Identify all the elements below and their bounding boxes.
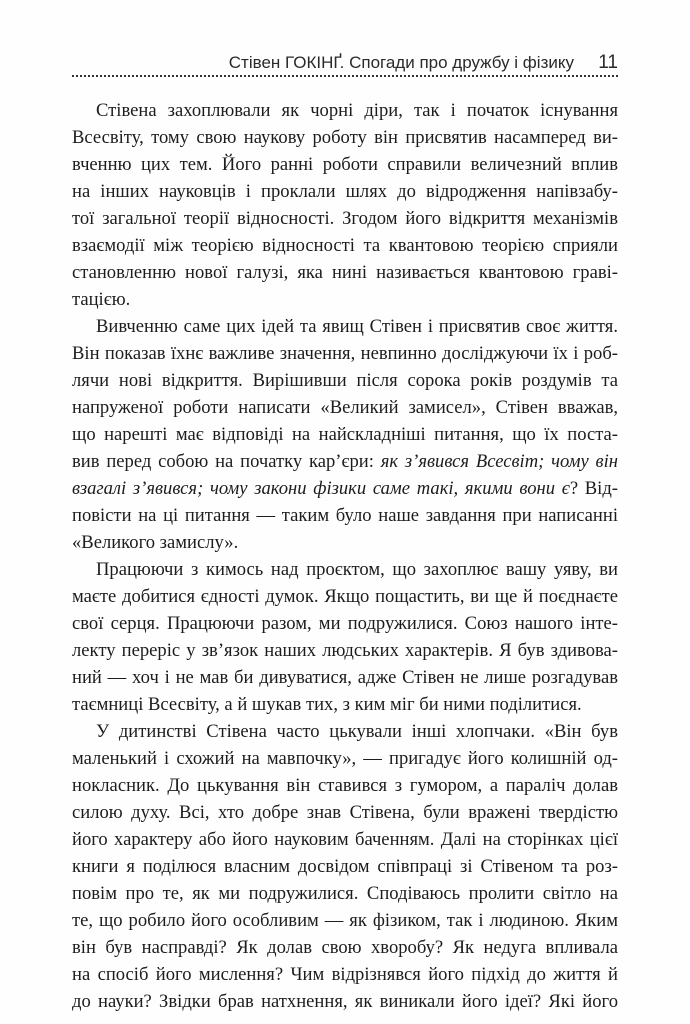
text-line: силою духу. Всі, хто добре знав Стівена, були вражені твердістю (72, 802, 618, 823)
text-line: повісти на ці питання — таким було наше завдання при написанні (72, 505, 618, 526)
text-line: тої загальної теорії відносності. Згодом його відкриття механізмів (72, 208, 618, 229)
paragraph-4 (72, 718, 618, 1015)
text-line: Він показав їхнє важливе значення, невпинно досліджуючи їх і роб- (72, 343, 618, 364)
text-run: ? Від- (569, 478, 618, 499)
text-line: до науки? Звідки брав натхнення, як виникали його ідеї? Які його (72, 991, 618, 1012)
text-line: те, що робило його особливим — як фізиком, так і людиною. Яким (72, 910, 618, 931)
text-line: на інших науковців і проклали шлях до відродження напівзабу- (72, 181, 618, 202)
text-line: вченню цих тем. Його ранні роботи справили величезний вплив (72, 154, 618, 175)
paragraph-3 (72, 556, 618, 718)
text-line (72, 448, 618, 475)
text-line: становленню нової галузі, яка нині називається квантовою граві- (72, 262, 618, 283)
italic-question: взагалі з’явився; чому закони фізики саме такі, якими вони є (72, 478, 570, 499)
text-line: лекту переріс у зв’язок наших людських характерів. Я був здивова- (72, 640, 618, 661)
text-line: повім про те, як ми подружилися. Сподіваюсь пролити світло на (72, 883, 618, 904)
text-line: його характеру або його науковим баченням. Далі на сторінках цієї (72, 829, 618, 850)
running-head-title: Стівен ГОКІНҐ. Спогади про дружбу і фізику (228, 53, 574, 72)
dotted-header-rule (72, 75, 618, 77)
text-line: У дитинстві Стівена часто цькували інші хлопчаки. «Він був (96, 721, 618, 742)
text-line: що нарешті має відповіді на найскладніші питання, що їх поста- (72, 424, 618, 445)
text-line: тацією. (72, 289, 131, 310)
text-line: «Великого замислу». (72, 532, 239, 553)
text-line: маєте добитися єдності думок. Якщо пощастить, ви ще й поєднаєте (72, 586, 618, 607)
paragraph-1 (72, 97, 618, 313)
text-line: напруженої роботи написати «Великий замисел», Стівен вважав, (72, 397, 618, 418)
text-line: свої серця. Працюючи разом, ми подружилися. Союз нашого інте- (72, 613, 618, 634)
text-line: таємниці Всесвіту, а й шукав тих, з ким міг би ними поділитися. (72, 694, 582, 715)
text-line: лячи нові відкриття. Вирішивши після сорока років роздумів та (72, 370, 618, 391)
text-line: книги я поділюся власним досвідом співпраці зі Стівеном та роз- (72, 856, 618, 877)
text-line: нокласник. До цькування він ставився з гумором, а параліч долав (72, 775, 618, 796)
text-line: Працюючи з кимось над проєктом, що захоплює вашу уяву, ви (96, 559, 618, 580)
paragraph-2 (72, 313, 618, 556)
text-line: Вивченню саме цих ідей та явищ Стівен і присвятив своє життя. (96, 316, 618, 337)
text-line: маленький і схожий на мавпочку», — пригадує його колишній од- (72, 748, 618, 769)
text-line (72, 475, 618, 502)
text-line: взаємодії між теорією відносності та квантовою теорією сприяли (72, 235, 618, 256)
text-line: Всесвіту, тому свою наукову роботу він присвятив насамперед ви- (72, 127, 618, 148)
page-number: 11 (598, 52, 618, 73)
text-line: він був насправді? Як долав свою хворобу? Як недуга впливала (72, 937, 618, 958)
body-text (72, 97, 618, 1015)
running-head (72, 52, 618, 78)
text-line: Стівена захоплювали як чорні діри, так і початок існування (96, 100, 618, 121)
italic-question: як з’явився Всесвіт; чому він (380, 451, 618, 472)
text-line: ний — хоч і не мав би дивуватися, адже Стівен не лише розгадував (72, 667, 618, 688)
text-run: вив перед собою на початку кар’єри: (72, 451, 381, 472)
text-line: на спосіб його мислення? Чим відрізнявся його підхід до життя й (72, 964, 618, 985)
